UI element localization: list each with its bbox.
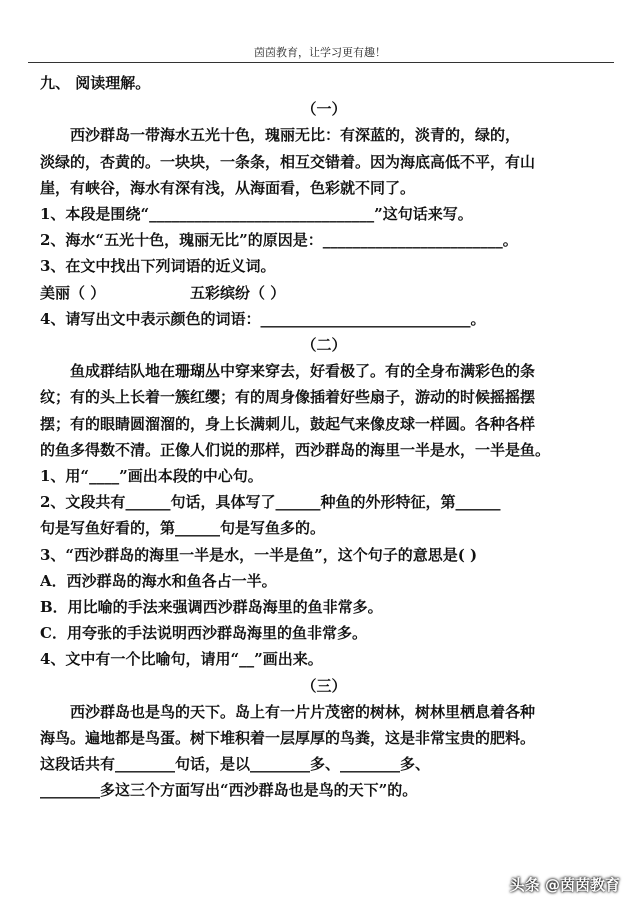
- part1-question-1: 1、本段是围绕“______________________________”这句话来写。: [40, 205, 473, 224]
- part3-paragraph-line: 西沙群岛也是鸟的天下。岛上有一片片茂密的树林，树林里栖息着各种: [70, 702, 536, 721]
- section-heading: 九、 阅读理解。: [40, 74, 151, 92]
- part2-question-3: 3、“西沙群岛的海里一半是水，一半是鱼”，这个句子的意思是( ): [40, 545, 478, 564]
- synonym-item: 五彩缤纷（ ）: [190, 283, 286, 302]
- part1-paragraph-line: 淡绿的，杏黄的。一块块，一条条，相互交错着。因为海底高低不平，有山: [40, 152, 536, 171]
- part1-question-3: 3、在文中找出下列词语的近义词。: [40, 257, 276, 276]
- part2-paragraph-line: 摆；有的眼睛圆溜溜的，身上长满刺儿，鼓起气来像皮球一样圆。各种各样: [40, 414, 536, 433]
- synonym-item: 美丽（ ）: [40, 283, 106, 302]
- document-body: [40, 70, 608, 804]
- part1-paragraph-line: 西沙群岛一带海水五光十色，瑰丽无比：有深蓝的，淡青的，绿的，: [70, 126, 521, 145]
- part1-title: （一）: [301, 100, 347, 119]
- part3-paragraph-line: 海鸟。遍地都是鸟蛋。树下堆积着一层厚厚的鸟粪，这是非常宝贵的肥料。: [40, 729, 536, 748]
- option-c: C．用夸张的手法说明西沙群岛海里的鱼非常多。: [40, 624, 367, 643]
- synonym-row: [40, 280, 608, 306]
- part3-title: （三）: [301, 676, 347, 695]
- header-divider: [28, 62, 614, 63]
- part2-title: （二）: [301, 336, 347, 355]
- part2-paragraph-line: 的鱼多得数不清。正像人们说的那样，西沙群岛的海里一半是水，一半是鱼。: [40, 440, 551, 459]
- option-b: B．用比喻的手法来强调西沙群岛海里的鱼非常多。: [40, 598, 383, 617]
- watermark: 头条 @茵茵教育: [509, 876, 620, 894]
- part2-paragraph-line: 纹；有的头上长着一簇红缨；有的周身像插着好些扇子，游动的时候摇摇摆: [40, 388, 536, 407]
- part2-paragraph-line: 鱼成群结队地在珊瑚丛中穿来穿去，好看极了。有的全身布满彩色的条: [70, 362, 536, 381]
- part2-question-2: 2、文段共有______句话，具体写了______种鱼的外形特征，第______: [40, 493, 501, 512]
- option-a: A．西沙群岛的海水和鱼各占一半。: [40, 571, 277, 590]
- part2-question-2-cont: 句是写鱼好看的，第______句是写鱼多的。: [40, 519, 326, 538]
- page-header: 茵茵教育，让学习更有趣！: [254, 46, 386, 59]
- part2-question-1: 1、用“____”画出本段的中心句。: [40, 467, 263, 486]
- part3-question-1-cont: ________多这三个方面写出“西沙群岛也是鸟的天下”的。: [40, 781, 418, 800]
- part2-question-4: 4、文中有一个比喻句，请用“__”画出来。: [40, 650, 323, 669]
- part1-question-2: 2、海水“五光十色，瑰丽无比”的原因是：________________________。: [40, 231, 518, 250]
- part3-question-1: 这段话共有________句话，是以________多、________多、: [40, 755, 431, 774]
- part1-paragraph-line: 崖，有峡谷，海水有深有浅，从海面看，色彩就不同了。: [40, 178, 416, 197]
- part1-question-4: 4、请写出文中表示颜色的词语：____________________________。: [40, 309, 486, 328]
